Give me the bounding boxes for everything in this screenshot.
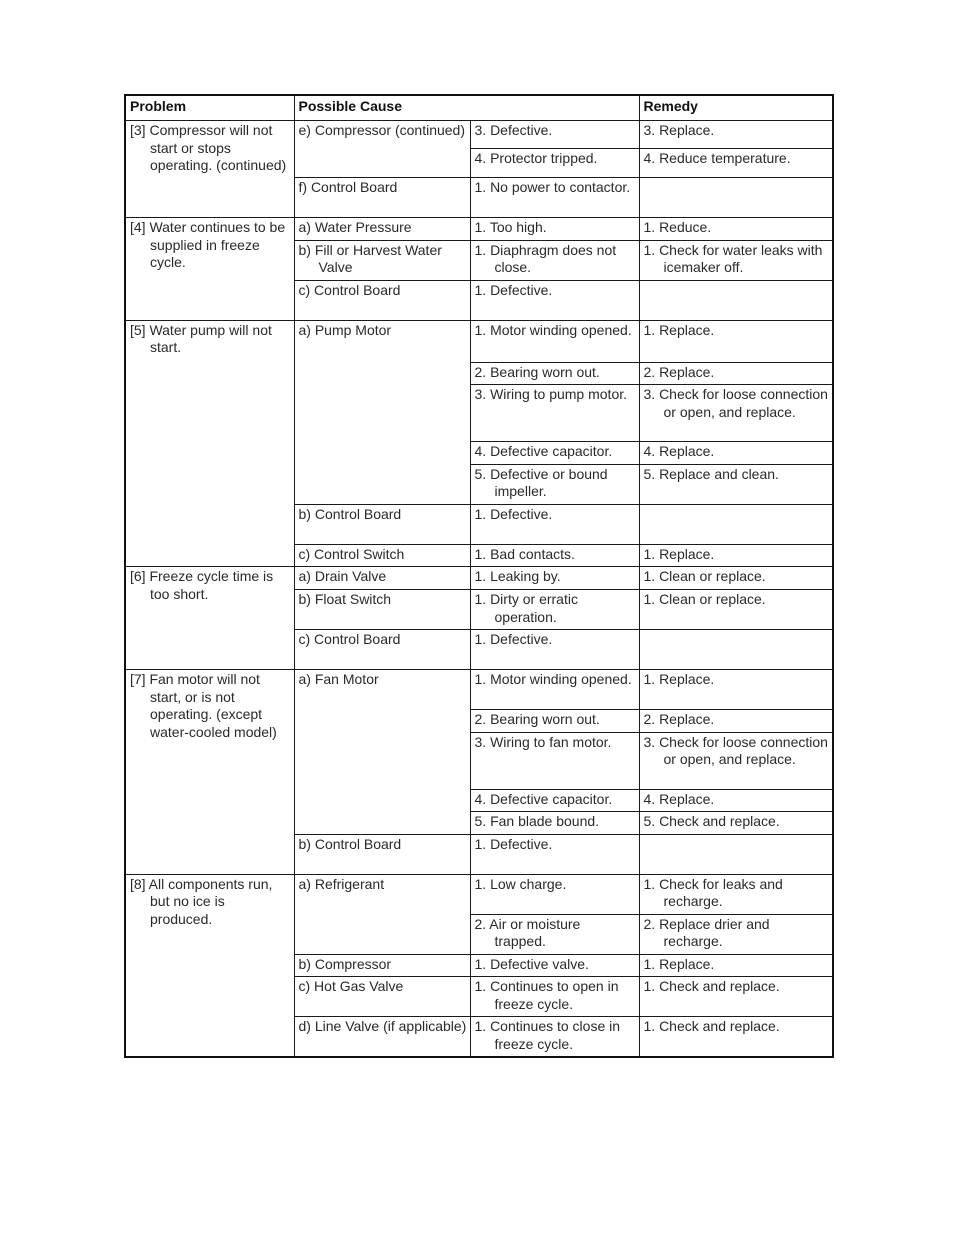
detail-cell: 1. Motor winding opened. (470, 670, 639, 710)
remedy-cell: 3. Replace. (639, 121, 833, 149)
remedy-cell: 1. Check and replace. (639, 1017, 833, 1058)
problem-cell: [6] Freeze cycle time is too short. (125, 567, 294, 670)
header-row (125, 95, 833, 121)
detail-cell: 1. Defective. (470, 630, 639, 670)
cause-cell: b) Float Switch (294, 590, 470, 630)
detail-cell: 1. Continues to open in freeze cycle. (470, 977, 639, 1017)
detail-cell: 1. Continues to close in freeze cycle. (470, 1017, 639, 1058)
cause-cell: b) Control Board (294, 834, 470, 874)
detail-cell: 1. Leaking by. (470, 567, 639, 590)
cause-cell: f) Control Board (294, 178, 470, 218)
detail-cell: 3. Wiring to pump motor. (470, 385, 639, 442)
detail-cell: 1. Motor winding opened. (470, 320, 639, 362)
detail-cell: 1. Defective valve. (470, 954, 639, 977)
table-row (125, 320, 833, 362)
detail-cell: 1. Too high. (470, 218, 639, 241)
table-row (125, 670, 833, 710)
remedy-cell: 1. Check for water leaks with icemaker off. (639, 240, 833, 280)
remedy-cell: 3. Check for loose connection or open, and replace. (639, 385, 833, 442)
problem-cell: [4] Water continues to be supplied in freeze cycle. (125, 218, 294, 321)
header-problem: Problem (125, 95, 294, 121)
detail-cell: 1. No power to contactor. (470, 178, 639, 218)
cause-cell: d) Line Valve (if applicable) (294, 1017, 470, 1058)
remedy-cell: 5. Replace and clean. (639, 464, 833, 504)
header-possible-cause: Possible Cause (294, 95, 639, 121)
detail-cell: 2. Bearing worn out. (470, 710, 639, 733)
detail-cell: 1. Defective. (470, 280, 639, 320)
cause-cell: c) Control Board (294, 280, 470, 320)
remedy-cell: 1. Check and replace. (639, 977, 833, 1017)
cause-cell: e) Compressor (continued) (294, 121, 470, 178)
problem-cell: [8] All components run, but no ice is produced. (125, 874, 294, 1057)
header-remedy: Remedy (639, 95, 833, 121)
detail-cell: 2. Air or moisture trapped. (470, 914, 639, 954)
remedy-cell: 3. Check for loose connection or open, and replace. (639, 732, 833, 789)
remedy-cell: 1. Replace. (639, 670, 833, 710)
remedy-cell: 4. Replace. (639, 442, 833, 465)
remedy-cell: 2. Replace drier and recharge. (639, 914, 833, 954)
remedy-cell: 2. Replace. (639, 362, 833, 385)
detail-cell: 1. Low charge. (470, 874, 639, 914)
remedy-cell: 1. Clean or replace. (639, 590, 833, 630)
detail-cell: 2. Bearing worn out. (470, 362, 639, 385)
remedy-cell (639, 630, 833, 670)
cause-cell: b) Fill or Harvest Water Valve (294, 240, 470, 280)
remedy-cell: 4. Reduce temperature. (639, 149, 833, 178)
cause-cell: a) Fan Motor (294, 670, 470, 835)
remedy-cell: 4. Replace. (639, 789, 833, 812)
cause-cell: c) Control Switch (294, 544, 470, 567)
detail-cell: 5. Defective or bound impeller. (470, 464, 639, 504)
detail-cell: 1. Defective. (470, 504, 639, 544)
detail-cell: 1. Dirty or erratic operation. (470, 590, 639, 630)
problem-cell: [5] Water pump will not start. (125, 320, 294, 567)
cause-cell: c) Hot Gas Valve (294, 977, 470, 1017)
detail-cell: 3. Wiring to fan motor. (470, 732, 639, 789)
remedy-cell: 1. Check for leaks and recharge. (639, 874, 833, 914)
detail-cell: 1. Bad contacts. (470, 544, 639, 567)
table-row (125, 567, 833, 590)
detail-cell: 4. Defective capacitor. (470, 789, 639, 812)
cause-cell: a) Water Pressure (294, 218, 470, 241)
remedy-cell: 2. Replace. (639, 710, 833, 733)
remedy-cell (639, 834, 833, 874)
table-body (125, 121, 833, 1058)
detail-cell: 4. Protector tripped. (470, 149, 639, 178)
troubleshooting-table (124, 94, 834, 1058)
problem-cell: [3] Compressor will not start or stops operating. (continued) (125, 121, 294, 218)
remedy-cell: 1. Replace. (639, 954, 833, 977)
problem-cell: [7] Fan motor will not start, or is not operating. (except water-cooled model) (125, 670, 294, 875)
detail-cell: 3. Defective. (470, 121, 639, 149)
remedy-cell (639, 178, 833, 218)
table-row (125, 218, 833, 241)
remedy-cell (639, 504, 833, 544)
remedy-cell: 5. Check and replace. (639, 812, 833, 835)
cause-cell: b) Compressor (294, 954, 470, 977)
remedy-cell (639, 280, 833, 320)
cause-cell: a) Drain Valve (294, 567, 470, 590)
remedy-cell: 1. Clean or replace. (639, 567, 833, 590)
detail-cell: 5. Fan blade bound. (470, 812, 639, 835)
cause-cell: b) Control Board (294, 504, 470, 544)
cause-cell: a) Pump Motor (294, 320, 470, 504)
remedy-cell: 1. Replace. (639, 320, 833, 362)
detail-cell: 1. Diaphragm does not close. (470, 240, 639, 280)
remedy-cell: 1. Reduce. (639, 218, 833, 241)
detail-cell: 4. Defective capacitor. (470, 442, 639, 465)
table-row (125, 121, 833, 149)
remedy-cell: 1. Replace. (639, 544, 833, 567)
table-row (125, 874, 833, 914)
cause-cell: a) Refrigerant (294, 874, 470, 954)
detail-cell: 1. Defective. (470, 834, 639, 874)
cause-cell: c) Control Board (294, 630, 470, 670)
